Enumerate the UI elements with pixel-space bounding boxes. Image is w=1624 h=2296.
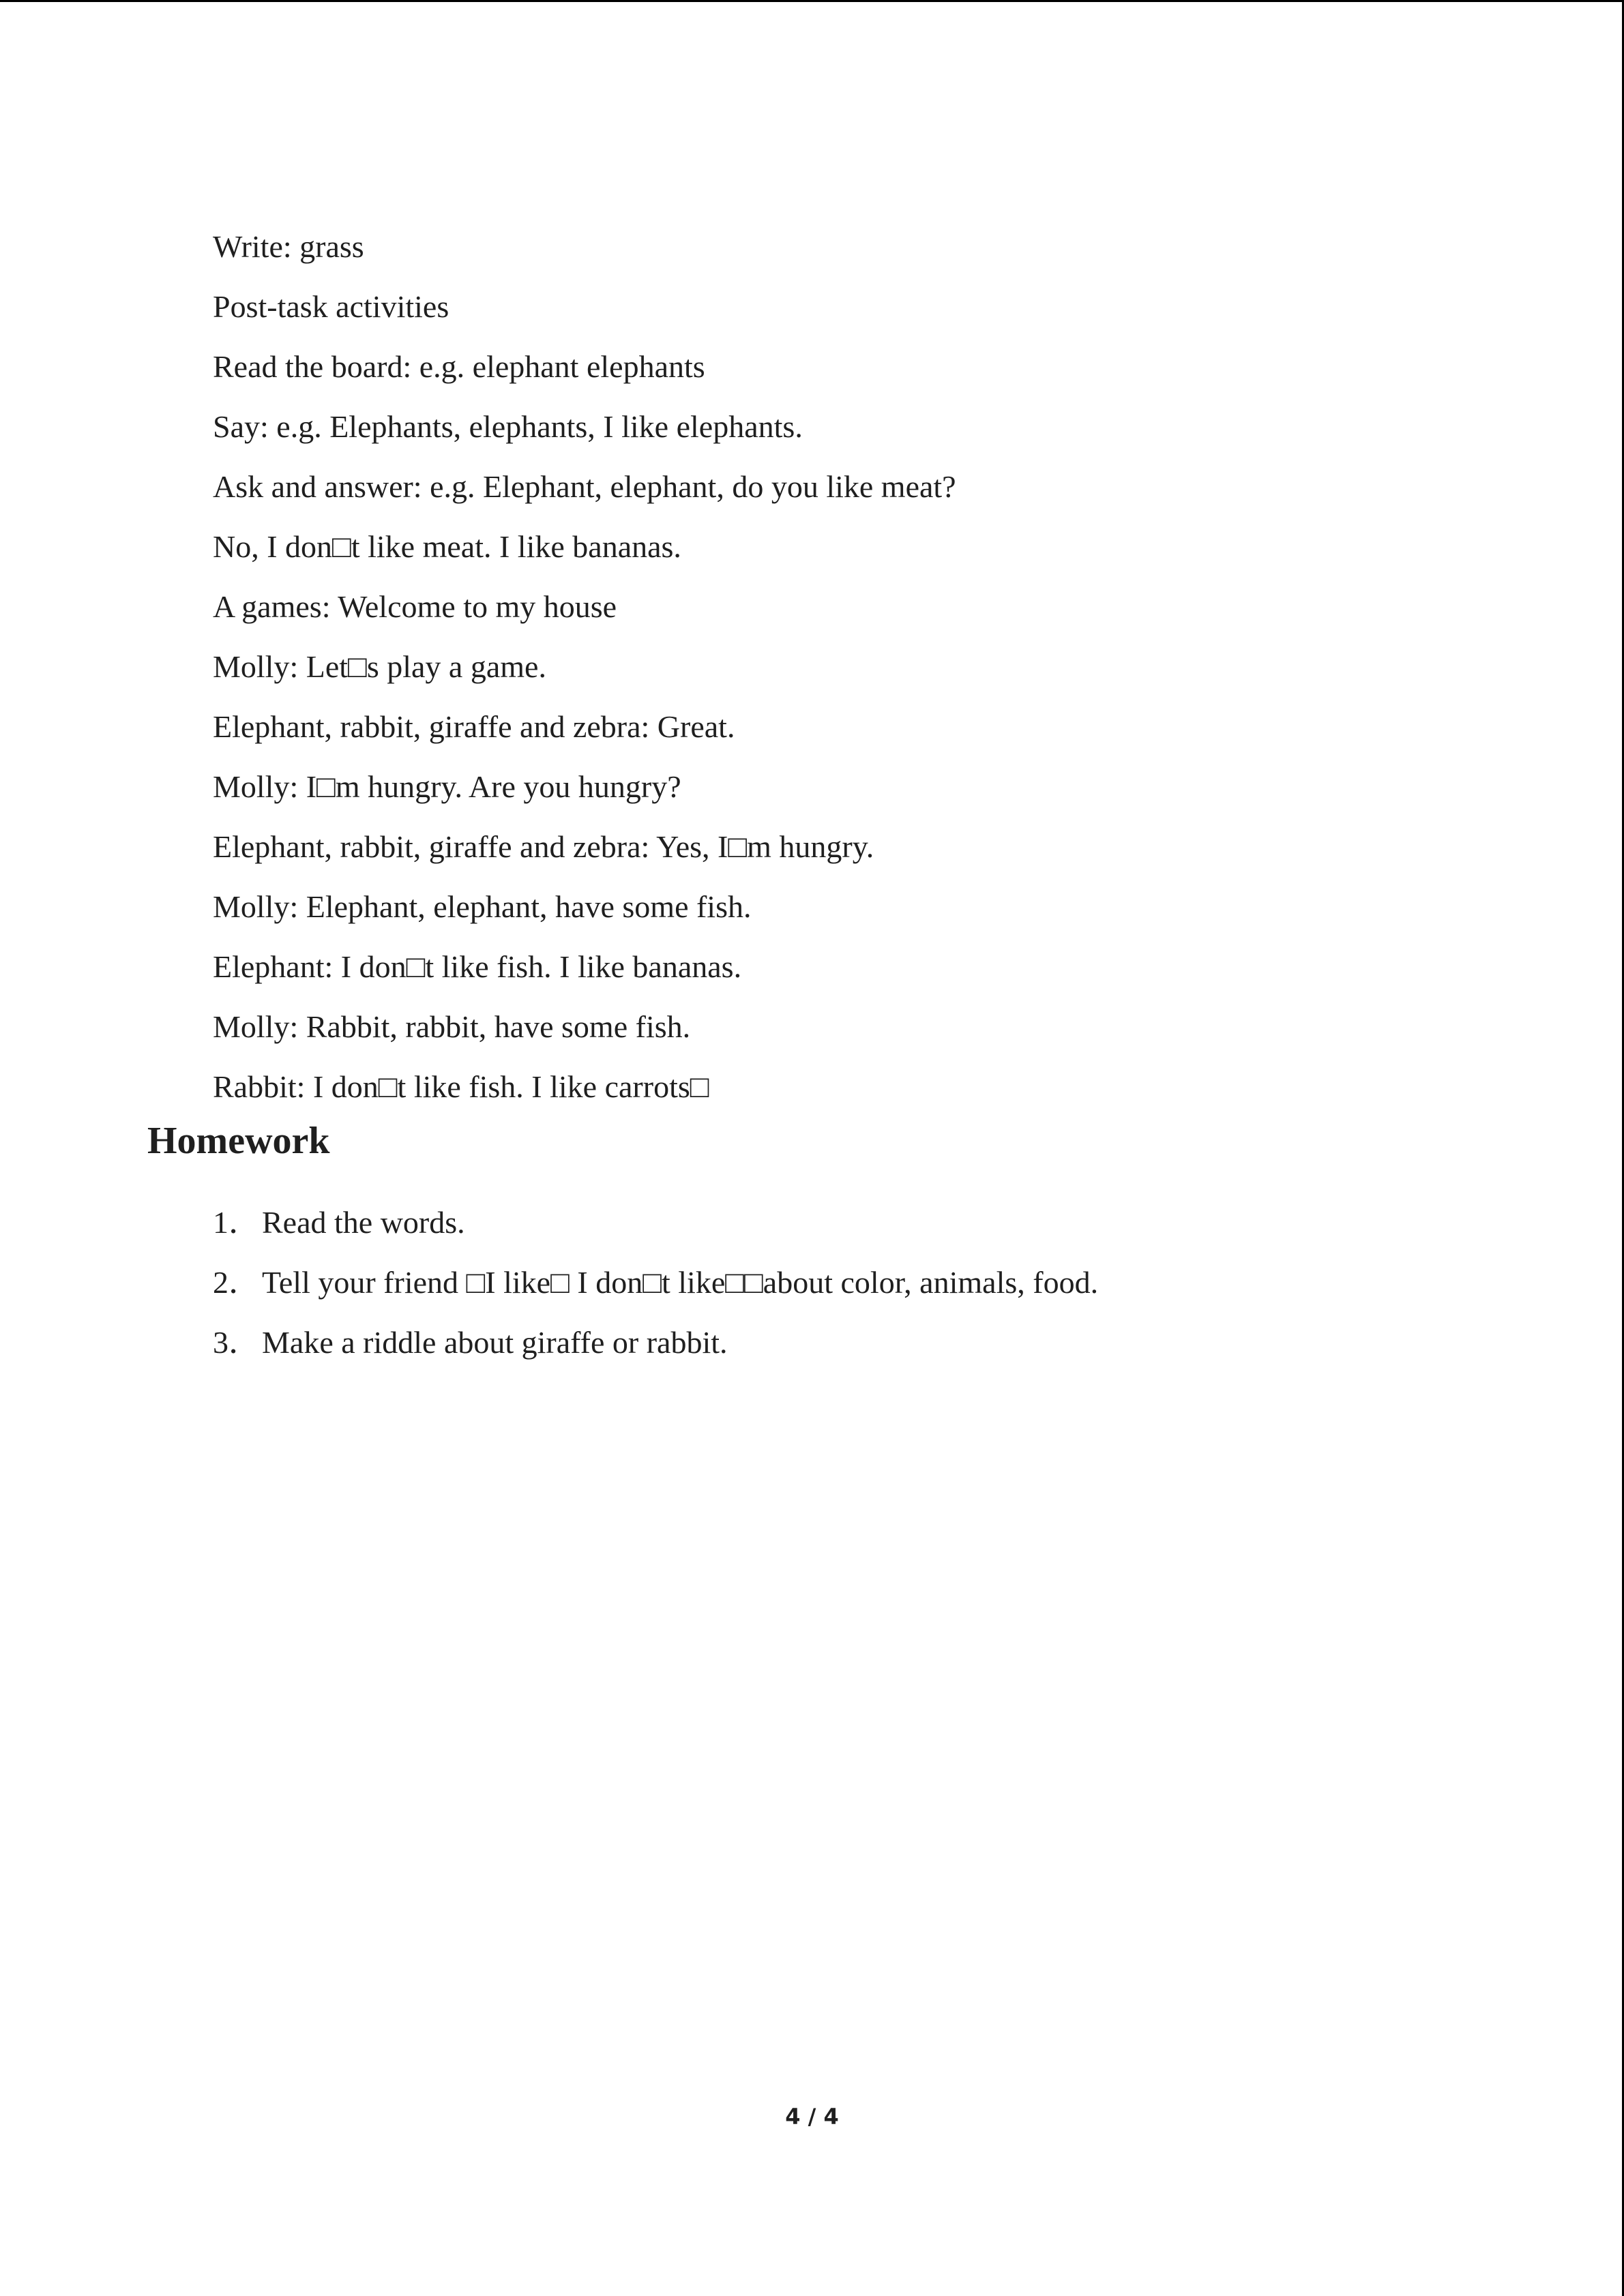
body-line: Write: grass (213, 229, 364, 264)
page-top-border (0, 0, 1624, 2)
body-line: Rabbit: I don□t like fish. I like carrots□ (213, 1069, 709, 1104)
homework-heading: Homework (147, 1120, 330, 1162)
body-line: No, I don□t like meat. I like bananas. (213, 529, 681, 564)
body-line: Post-task activities (213, 289, 449, 324)
body-line: Molly: Rabbit, rabbit, have some fish. (213, 1009, 691, 1044)
body-line: Ask and answer: e.g. Elephant, elephant, do you like meat? (213, 469, 956, 504)
body-line: Elephant, rabbit, giraffe and zebra: Great. (213, 709, 735, 744)
homework-item (213, 1253, 1098, 1313)
homework-item-text: Read the words. (262, 1205, 465, 1240)
body-line: Molly: Let□s play a game. (213, 649, 546, 684)
homework-item-number: 3． (213, 1325, 260, 1360)
body-line: Read the board: e.g. elephant elephants (213, 349, 705, 384)
homework-list (213, 1193, 1098, 1373)
page-number: 4 / 4 (785, 2104, 839, 2130)
homework-item (213, 1193, 1098, 1253)
homework-item-text: Tell your friend □I like□ I don□t like□□about color, animals, food. (262, 1265, 1099, 1300)
homework-item-text: Make a riddle about giraffe or rabbit. (262, 1325, 728, 1360)
homework-item-number: 2． (213, 1265, 260, 1300)
body-line: Elephant: I don□t like fish. I like bananas. (213, 949, 742, 984)
homework-item-number: 1． (213, 1205, 260, 1240)
body-line: Molly: I□m hungry. Are you hungry? (213, 769, 681, 804)
lesson-body (213, 217, 956, 1117)
body-line: A games: Welcome to my house (213, 589, 617, 624)
homework-item (213, 1313, 1098, 1373)
body-line: Elephant, rabbit, giraffe and zebra: Yes, I□m hungry. (213, 829, 874, 864)
body-line: Say: e.g. Elephants, elephants, I like elephants. (213, 409, 803, 444)
body-line: Molly: Elephant, elephant, have some fish. (213, 889, 752, 924)
